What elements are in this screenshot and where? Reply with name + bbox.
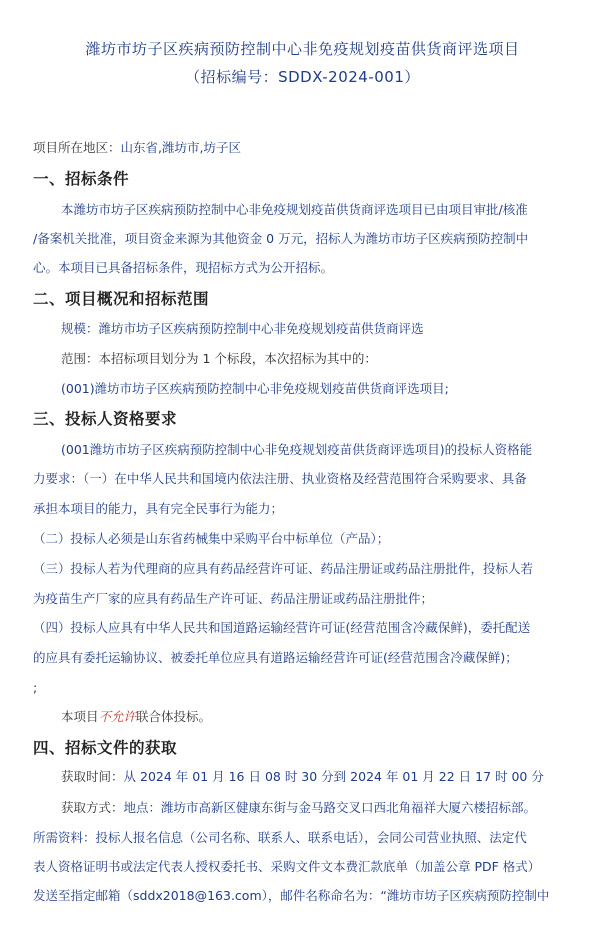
s4-method-line-2: 所需资料：投标人报名信息（公司名称、联系人、联系电话），会同公司营业执照、法定代 [33, 830, 527, 845]
section-heading-2: 二、项目概况和招标范围 [33, 290, 210, 308]
s4-time [61, 768, 601, 786]
s3-line-8: 的应具有委托运输协议、被委托单位应具有道路运输经营许可证(经营范围含冷藏保鲜)； [33, 650, 518, 665]
method-label: 获取方式： [61, 800, 124, 815]
jv-suffix: 联合体投标。 [136, 709, 212, 724]
document-title: 潍坊市坊子区疾病预防控制中心非免疫规划疫苗供货商评选项目 [85, 40, 520, 58]
time-value: 从 2024 年 01 月 16 日 08 时 30 分到 2024 年 01 月 22 日 17 时 00 分 [123, 769, 544, 784]
region-label: 项目所在地区： [33, 140, 121, 155]
s4-method-line-4: 发送至指定邮箱（sddx2018@163.com），邮件名称命名为：“潍坊市坊子区疾病预防控制中 [33, 888, 550, 903]
s3-joint-venture [61, 708, 601, 726]
s1-paragraph-line-2: /备案机关批准，项目资金来源为其他资金 0 万元，招标人为潍坊市坊子区疾病预防控制中 [33, 231, 529, 246]
s4-method-line-3: 表人资格证明书或法定代表人授权委托书、采购文件文本费汇款底单（加盖公章 PDF 格式） [33, 859, 541, 874]
method-location: 地点：潍坊市高新区健康东街与金马路交叉口西北角福祥大厦六楼招标部。 [123, 800, 537, 815]
s3-line-2: 力要求：（一）在中华人民共和国境内依法注册、执业资格及经营范围符合采购要求、具备 [33, 471, 527, 486]
region-value: 山东省,潍坊市,坊子区 [120, 140, 241, 155]
project-region [33, 139, 573, 157]
s2-lot: (001)潍坊市坊子区疾病预防控制中心非免疫规划疫苗供货商评选项目; [61, 381, 449, 396]
s1-paragraph-line-3: 心。本项目已具备招标条件，现招标方式为公开招标。 [33, 260, 334, 275]
s3-line-3: 承担本项目的能力，具有完全民事行为能力； [33, 501, 284, 516]
s3-line-6: 为疫苗生产厂家的应具有药品生产许可证、药品注册证或药品注册批件； [33, 591, 434, 606]
s3-line-1: (001潍坊市坊子区疾病预防控制中心非免疫规划疫苗供货商评选项目)的投标人资格能 [61, 442, 533, 457]
s3-line-4: （二）投标人必须是山东省药械集中采购平台中标单位（产品）； [33, 531, 390, 546]
jv-prefix: 本项目 [61, 709, 99, 724]
s4-method [61, 799, 601, 817]
s3-line-9: ; [33, 680, 38, 695]
document-subtitle: （招标编号：SDDX-2024-001） [185, 68, 420, 86]
section-heading-3: 三、投标人资格要求 [33, 410, 178, 428]
s3-line-7: （四）投标人应具有中华人民共和国道路运输经营许可证(经营范围含冷藏保鲜)，委托配送 [33, 620, 531, 635]
section-heading-4: 四、招标文件的获取 [33, 739, 178, 757]
s2-scope: 范围：本招标项目划分为 1 个标段，本次招标为其中的： [61, 351, 377, 366]
section-heading-1: 一、招标条件 [33, 170, 130, 188]
s2-scale: 规模：潍坊市坊子区疾病预防控制中心非免疫规划疫苗供货商评选 [61, 321, 424, 336]
jv-not-allowed: 不允许 [98, 709, 137, 724]
s3-line-5: （三）投标人若为代理商的应具有药品经营许可证、药品注册证或药品注册批件，投标人若 [33, 561, 534, 576]
time-label: 获取时间： [61, 769, 124, 784]
s1-paragraph-line-1: 本潍坊市坊子区疾病预防控制中心非免疫规划疫苗供货商评选项目已由项目审批/核准 [61, 202, 528, 217]
